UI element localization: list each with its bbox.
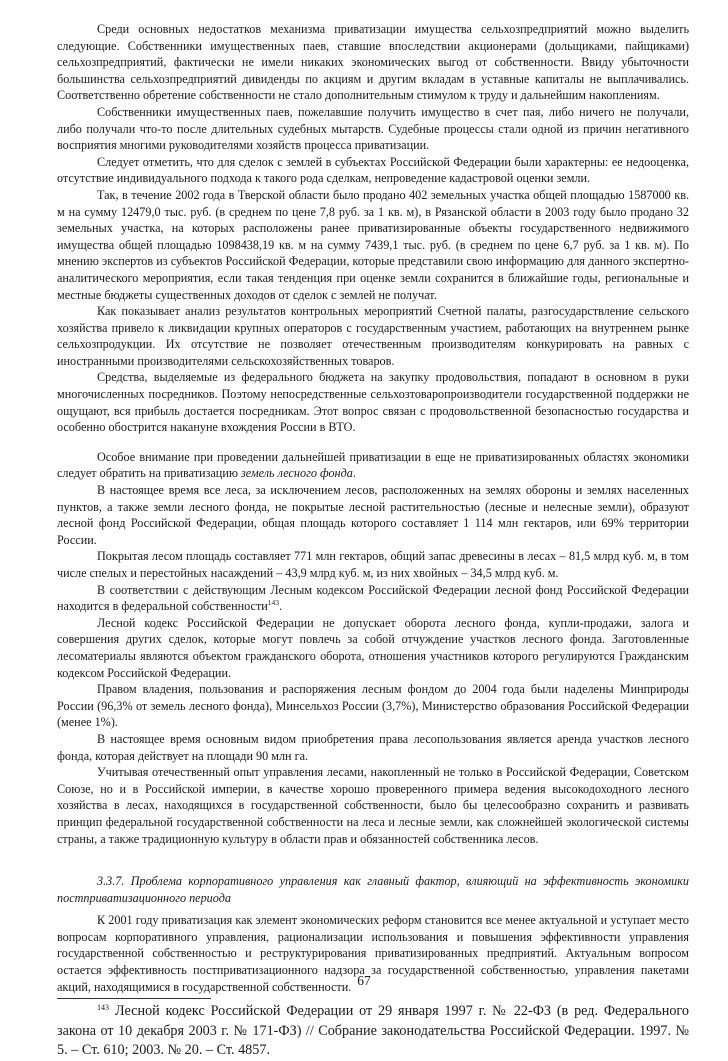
forest-intro-text: Особое внимание при проведении дальнейшей приватизации в еще не приватизированных областях экономики следует обратить на приватизацию [57,449,689,481]
paragraph-land-sales-statistics: Так, в течение 2002 года в Тверской области было продано 402 земельных участка общей площадью 1587000 кв. м на сумму 12479,0 тыс. руб. (в среднем по цене 7,8 руб. за 1 кв. м), в Рязанской области в 2003 году было продано 32 земельных участка, на которых расположены ранее приватизированные объекты государственного недвижимого имущества общей площадью 1098438,19 кв. м на сумму 7439,1 тыс. руб. (в среднем по цене 6,7 руб. за 1 кв. м). По мнению экспертов из субъектов Российской Федерации, которые представили свою информацию для данного экспертно-аналитического мероприятия, если такая тенденция при оценке земли сохранится в ближайшие годы, региональные и местные бюджеты существенных доходов от сделок с землей не получат. [57,187,689,302]
footnote-number: 143 [97,1002,109,1012]
footnote-divider [57,998,211,999]
footnote-text: Лесной кодекс Российской Федерации от 29 января 1997 г. № 22-ФЗ (в ред. Федерального закона от 10 декабря 2003 г. № 171-ФЗ) // Собрание законодательства Российской Федерации. 1997. № 5. – Ст. 610; 2003. № 20. – Ст. 4857. [57,1003,689,1059]
paragraph-forest-experience: Учитывая отечественный опыт управления лесами, накопленный не только в Российской Федерации, Советском Союзе, но и в Российской империи, в качестве хорошо проверенного примера ведения высокодоходного лесного хозяйства в лесах, находящихся в государственной собственности, было бы целесообразно сохранить и развивать принцип федеральной государственной собственности на леса и лесные земли, как сложнейшей экологической системы страны, а также традиционную культуру в области прав и обязанностей собственника лесов. [57,765,689,846]
forest-intro-emphasis: земель лесного фонда [241,466,353,481]
paragraph-forest-lease: В настоящее время основным видом приобретения права лесопользования является аренда участков лесного фонда, которая действует на площади 90 млн га. [57,731,689,763]
paragraph-forest-code-restrictions: Лесной кодекс Российской Федерации не допускает оборота лесного фонда, купли-продажи, залога и совершения других сделок, которые могут повлечь за собой отчуждение участков лесного фонда. Заготовленные лесоматериалы являются объектом гражданского оборота, отношения участников которого регулируются Гражданским кодексом Российской Федерации. [57,615,689,680]
paragraph-land-deals: Следует отметить, что для сделок с землей в субъектах Российской Федерации были характерны: ее недооценка, отсутствие индивидуального подхода к такого рода сделкам, непроведение кадастровой оценки земли. [57,154,689,186]
paragraph-forest-fund: В настоящее время все леса, за исключением лесов, расположенных на землях обороны и землях населенных пунктов, а также земли лесного фонда, не покрытые лесной растительностью (лесные и нелесные земли), образуют лесной фонд Российской Федерации, общая площадь которого составляет 1 114 млн гектаров, или 69% территории России. [57,483,689,547]
paragraph-corporate-governance: К 2001 году приватизация как элемент экономических реформ становится все менее актуальной и уступает место вопросам корпоративного управления, рационализации использования и повышения эффективности управления государственной собственностью и реструктурирования приватизированных предприятий. Актуальным вопросом остается эффективность постприватизационного надзора за государственной собственностью, управления пакетами акций, находящимися в государственной собственности. [57,913,689,994]
document-page [57,21,689,1061]
paragraph-gap [57,436,689,449]
forest-code-text: В соответствии с действующим Лесным кодексом Российской Федерации лесной фонд Российской Федерации находится в федеральной собственности [57,582,689,614]
paragraph-forest-intro [57,449,689,482]
footnote-reference[interactable]: 143 [267,598,280,608]
paragraph-share-owners: Собственники имущественных паев, пожелавшие получить имущество в счет пая, либо ничего не получали, либо получали что-то после длительных судебных мытарств. Судебные процессы стали одной из причин негативного восприятия многими руководителями хозяйств процесса приватизации. [57,104,689,153]
section-gap [57,847,689,873]
paragraph-food-procurement: Средства, выделяемые из федерального бюджета на закупку продовольствия, попадают в основном в руки многочисленных посредников. Поэтому непосредственные сельхозтоваропроизводители государственной поддержки не ощущают, вся прибыль достается посредникам. Этот вопрос связан с продовольственной безопасностью государства и особенно обострится накануне вхождения России в ВТО. [57,370,689,435]
paragraph-audit-analysis: Как показывает анализ результатов контрольных мероприятий Счетной палаты, разгосударствление сельского хозяйства привело к ликвидации крупных операторов с государственным участием, работающих на внутреннем рынке сельхозпродукции. Их отсутствие не позволяет отечественным производителям конкурировать на равных с иностранными производителями сельскохозяйственных товаров. [57,304,689,368]
paragraph-forest-ownership: Правом владения, пользования и распоряжения лесным фондом до 2004 года были наделены Минприроды России (96,3% от земель лесного фонда), Минсельхоз России (3,7%), Министерство образования Российской Федерации (менее 1%). [57,682,689,730]
section-heading: 3.3.7. Проблема корпоративного управления как главный фактор, влияющий на эффективность экономики постприватизационного периода [57,874,689,905]
paragraph-forest-code [57,582,689,615]
forest-code-end: . [279,599,283,614]
forest-intro-end: . [352,466,356,481]
page-number: 67 [357,973,371,988]
paragraph-privatization-shortcomings: Среди основных недостатков механизма приватизации имущества сельхозпредприятий можно выделить следующие. Собственники имущественных паев, ставшие впоследствии акционерами (дольщиками, пайщиками) сельхозпредприятий, фактически не имели никаких экономических выгод от собственности. Ввиду убыточности большинства сельхозпредприятий дивиденды по акциям и другим вкладам в уставные капиталы не выплачивались. Соответственно обретение собственности не стало дополнительным стимулом к труду и дальнейшим накоплениям. [57,22,689,103]
footnote [57,1002,689,1061]
paragraph-forest-area: Покрытая лесом площадь составляет 771 млн гектаров, общий запас древесины в лесах – 81,5 млрд куб. м, в том числе спелых и перестойных насаждений – 43,9 млрд куб. м, из них хвойных – 34,5 млрд куб. м. [57,549,689,580]
